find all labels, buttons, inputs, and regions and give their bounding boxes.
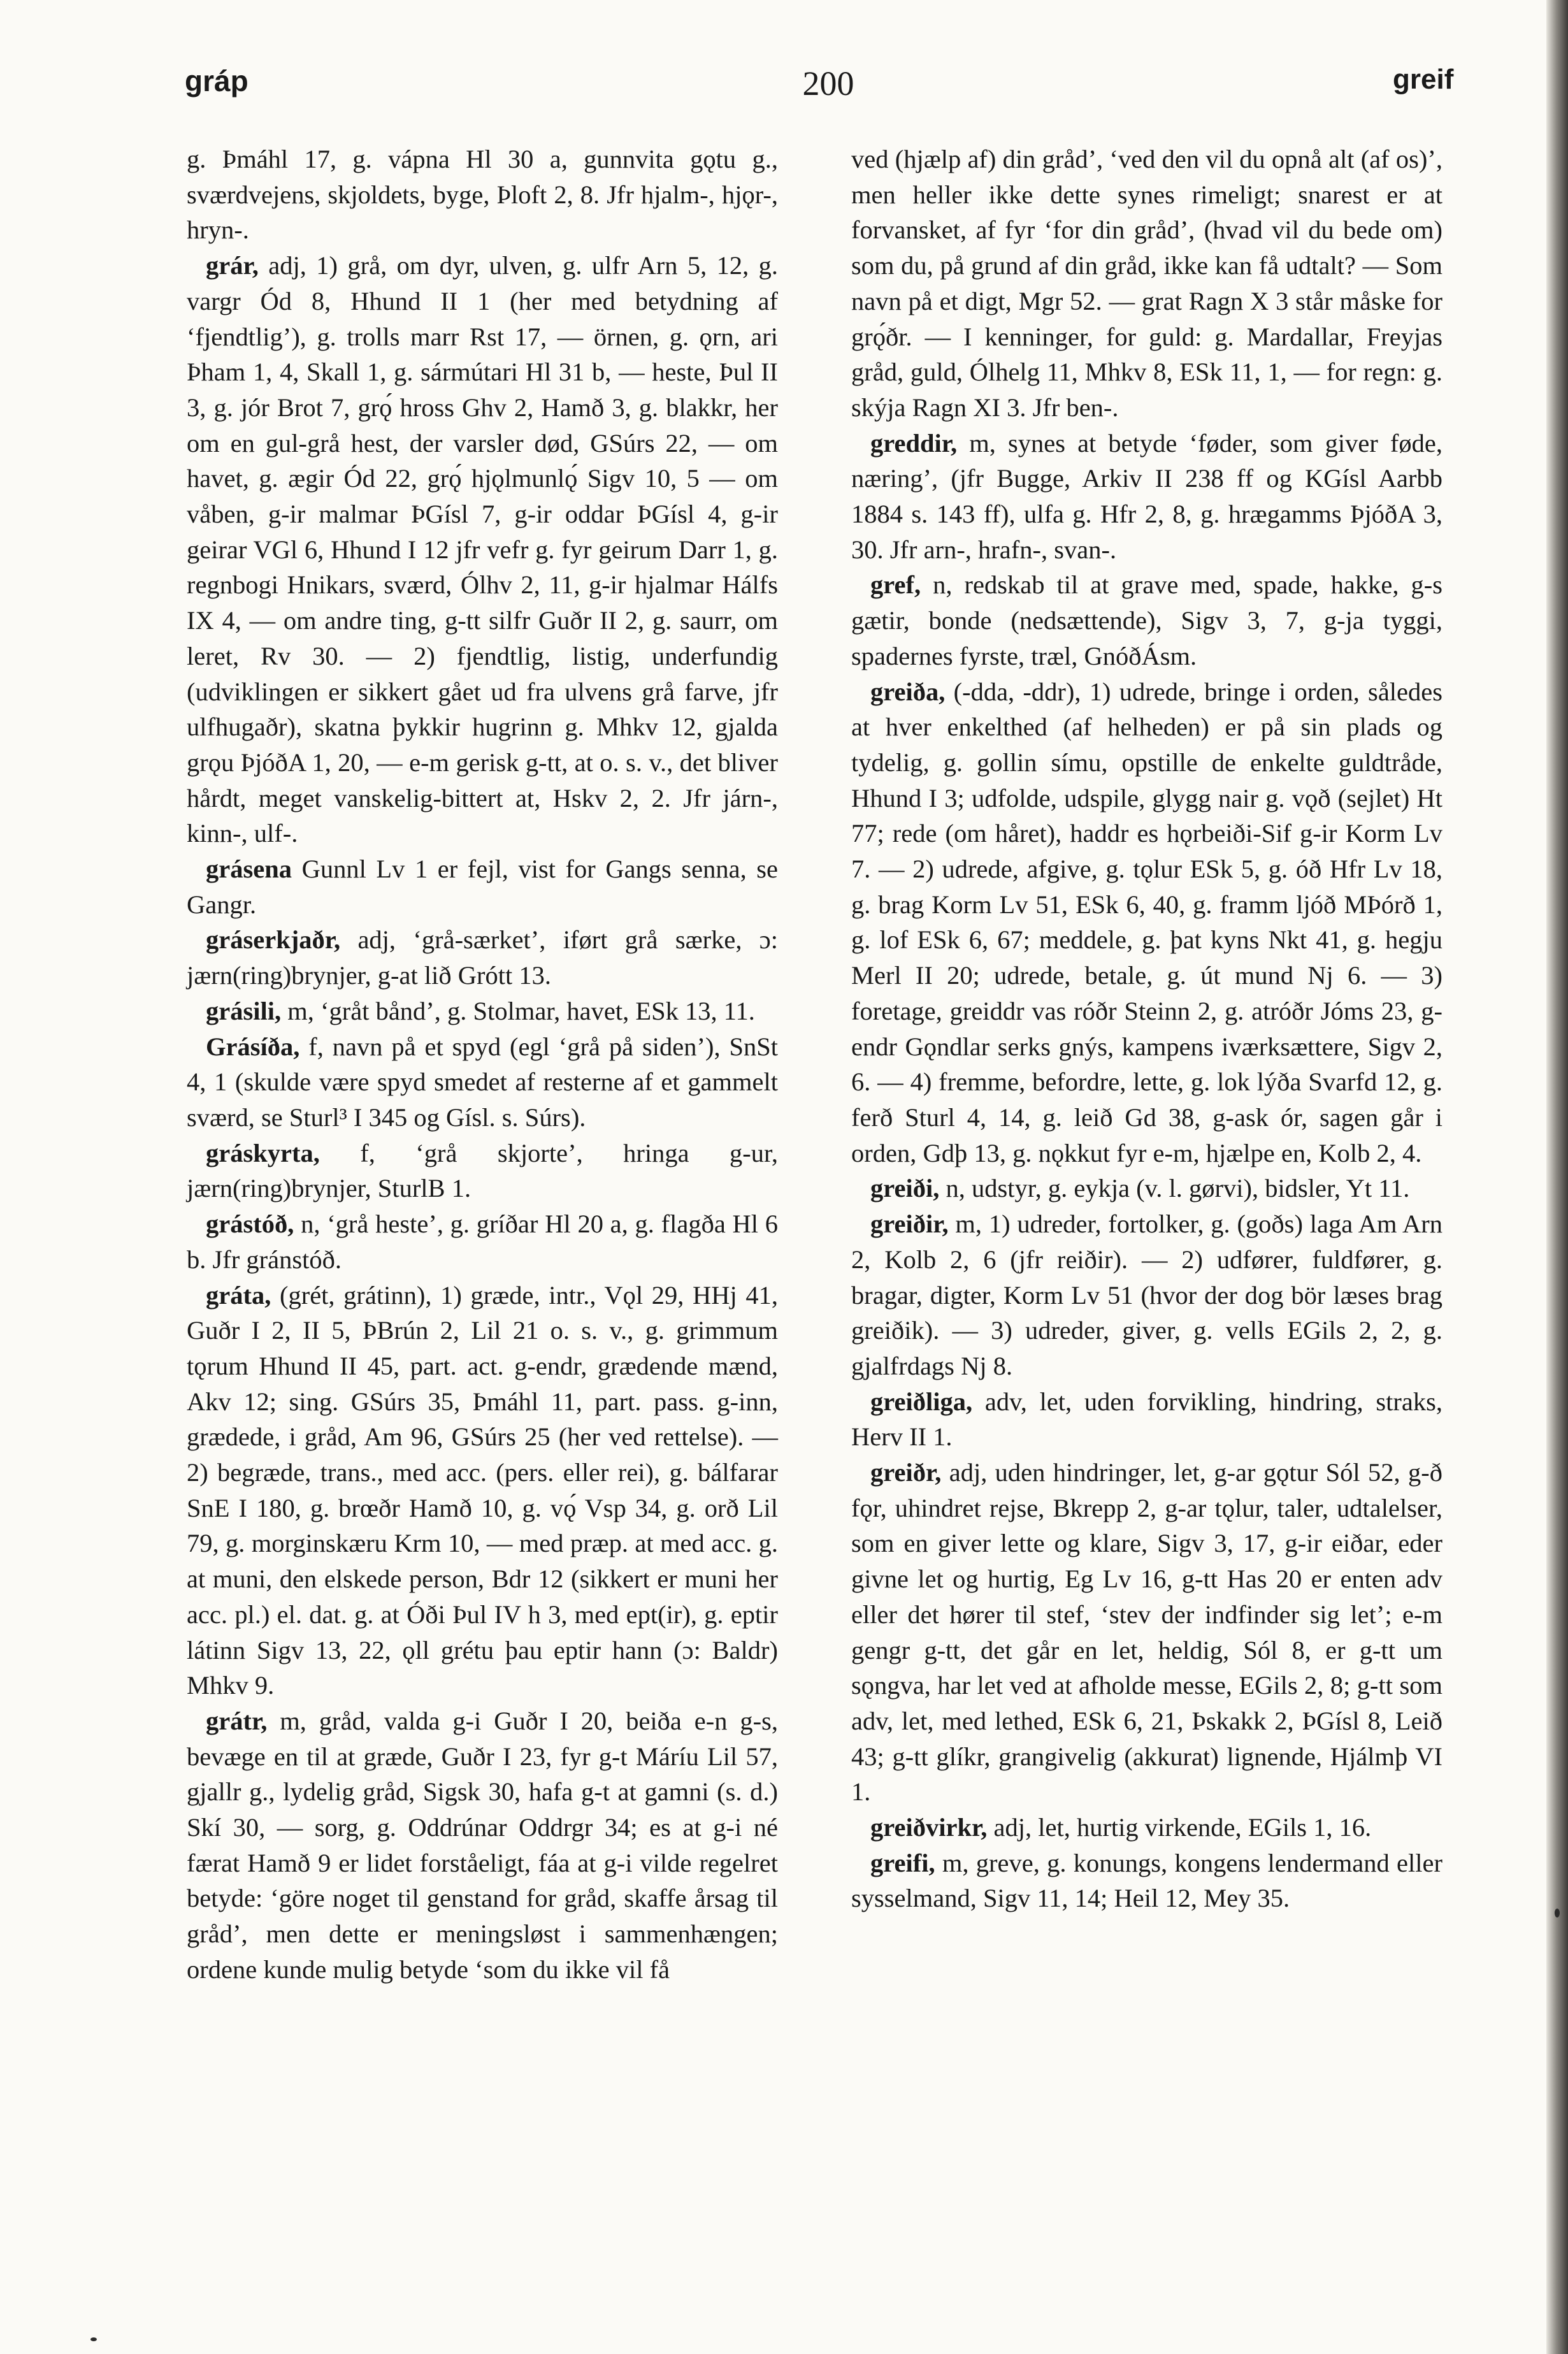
entry-definition: f, navn på et spyd (egl ‘grå på siden’), SnSt 4, 1 (skulde være spyd smedet af resterne af et gammelt sværd, se Sturl³ I 345 og Gísl. s. Súrs). [187,1032,778,1132]
dictionary-entry [187,851,778,922]
entry-headword: greiðr, [870,1458,942,1487]
dictionary-entry [187,1206,778,1277]
dictionary-column-right [851,141,1442,1916]
entry-headword: grár, [206,251,259,280]
entry-headword: gráskyrta, [206,1138,320,1167]
dictionary-entry [851,1206,1442,1384]
entry-headword: grátr, [206,1706,268,1735]
dictionary-entry [851,674,1442,1171]
entry-definition: adv, let, uden forvikling, hindring, straks, Herv II 1. [851,1387,1442,1452]
entry-continuation [851,141,1442,426]
entry-headword: greiði, [870,1174,940,1203]
entry-headword: gref, [870,570,921,600]
dictionary-entry [187,993,778,1029]
page-number: 200 [802,64,854,103]
entry-headword: greddir, [870,428,958,458]
entry-definition: adj, let, hurtig virkende, EGils 1, 16. [993,1813,1372,1842]
dictionary-column-left [187,141,778,1988]
entry-headword: greifi, [870,1848,935,1877]
scan-page-edge [1546,0,1568,2354]
entry-definition: (grét, grátinn), 1) græde, intr., Vǫl 29, HHj 41, Guðr I 2, II 5, ÞBrún 2, Lil 21 o. s. v., g. grimmum tǫrum Hhund II 45, part. act. g-endr, grædende mænd, Akv 12; sing. GSúrs 35, Þmáhl 11, part. pass. g-inn, grædede, i gråd, Am 96, GSúrs 25 (her ved rettelse). — 2) begræde, trans., med acc. (pers. eller rei), g. bálfarar SnE I 180, g. brœðr Hamð 10, g. vǫ́ Vsp 34, g. orð Lil 79, g. morginskæru Krm 10, — med præp. at med acc. g. at muni, den elskede person, Bdr 12 (sikkert er muni her acc. pl.) el. dat. g. at Óði Þul IV h 3, med ept(ir), g. eptir látinn Sigv 13, 22, ǫll grétu þau eptir hann (ɔ: Baldr) Mhkv 9. [187,1280,778,1700]
entry-definition: m, ‘gråt bånd’, g. Stolmar, havet, ESk 13, 11. [287,996,755,1025]
entry-definition: ved (hjælp af) din gråd’, ‘ved den vil du opnå alt (af os)’, men heller ikke dette synes rimeligt; snarest er at forvansket, af fyr ‘for din gråd’, (hvad vil du bede om) som du, på grund af din gråd, ikke kan få udtalt? — Som navn på et digt, Mgr 52. — grat Ragn X 3 står måske for grǫ́ðr. — I kenninger, for guld: g. Mardallar, Freyjas gråd, guld, Ólhelg 11, Mhkv 8, ESk 11, 1, — for regn: g. skýja Ragn XI 3. Jfr ben-. [851,145,1442,422]
entry-definition: g. Þmáhl 17, g. vápna Hl 30 a, gunnvita gǫtu g., sværdvejens, skjoldets, byge, Þloft 2, 8. Jfr hjalm-, hjǫr-, hryn-. [187,145,778,245]
entry-headword: grástóð, [206,1209,294,1239]
dictionary-entry [851,1171,1442,1206]
dictionary-entry [851,426,1442,568]
entry-definition: n, ‘grå heste’, g. gríðar Hl 20 a, g. flagða Hl 6 b. Jfr gránstóð. [187,1209,778,1274]
entry-headword: greiðvirkr, [870,1813,988,1842]
dictionary-entry [851,1810,1442,1845]
dictionary-entry [187,1136,778,1206]
guide-word-right: greif [1393,64,1454,95]
guide-word-left: gráp [185,64,248,97]
dictionary-entry [851,1455,1442,1810]
entry-definition: m, greve, g. konungs, kongens lendermand eller sysselmand, Sigv 11, 14; Heil 12, Mey 35. [851,1848,1442,1913]
entry-definition: n, redskab til at grave med, spade, hakke, g-s gætir, bonde (nedsættende), Sigv 3, 7, g-ja tyggi, spadernes fyrste, træl, GnóðÁsm. [851,570,1442,670]
dictionary-entry [851,567,1442,674]
entry-definition: m, 1) udreder, fortolker, g. (goðs) laga Am Arn 2, Kolb 2, 6 (jfr reiðir). — 2) udfører, fuldfører, g. bragar, digter, Korm Lv 51 (hvor der dog bör læses brag greiðik). — 3) udreder, giver, g. vells EGils 2, 2, g. gjalfrdags Nj 8. [851,1209,1442,1380]
dictionary-entry [187,922,778,993]
entry-definition: Gunnl Lv 1 er fejl, vist for Gangs senna, se Gangr. [187,855,779,919]
entry-headword: greiðir, [870,1209,949,1239]
dictionary-entry [187,1703,778,1988]
entry-definition: f, ‘grå skjorte’, hringa g-ur, jærn(ring)brynjer, SturlB 1. [187,1138,779,1203]
entry-definition: adj, 1) grå, om dyr, ulven, g. ulfr Arn 5, 12, g. vargr Ód 8, Hhund II 1 (her med betydning af ‘fjendtlig’), g. trolls marr Rst 17, — örnen, g. ǫrn, ari Þham 1, 4, Skall 1, g. sármútari Hl 31 b, — heste, Þul II 3, g. jór Brot 7, grǫ́ hross Ghv 2, Hamð 3, g. blakkr, her om en gul-grå hest, der varsler død, GSúrs 22, — om havet, g. ægir Ód 22, grǫ́ hjǫlmunlǫ́ Sigv 10, 5 — om våben, g-ir malmar ÞGísl 7, g-ir oddar ÞGísl 4, g-ir geirar VGl 6, Hhund I 12 jfr vefr g. fyr geirum Darr 1, g. regnbogi Hnikars, sværd, Ólhv 2, 11, g-ir hjalmar Hálfs IX 4, — om andre ting, g-tt silfr Guðr II 2, g. saurr, om leret, Rv 30. — 2) fjendtlig, listig, underfundig (udviklingen er sikkert gået ud fra ulvens grå farve, jfr ulfhugaðr), skatna þykkir hugrinn g. Mhkv 12, gjalda grǫu ÞjóðA 1, 20, — e-m gerisk g-tt, at o. s. v., det bliver hårdt, meget vanskelig-bittert at, Hskv 2, 2. Jfr járn-, kinn-, ulf-. [187,251,779,848]
entry-definition: m, synes at betyde ‘føder, som giver føde, næring’, (jfr Bugge, Arkiv II 238 ff og KGísl Aarbb 1884 s. 143 ff), ulfa g. Hfr 2, 8, g. hrægamms ÞjóðA 3, 30. Jfr arn-, hrafn-, svan-. [851,428,1443,564]
entry-headword: gráta, [206,1280,271,1310]
entry-continuation [187,141,778,248]
scan-speck [1555,1909,1560,1917]
dictionary-entry [187,1278,778,1703]
entry-headword: grásili, [206,996,282,1025]
entry-definition: n, udstyr, g. eykja (v. l. gørvi), bidsler, Yt 11. [946,1174,1410,1203]
entry-definition: adj, uden hindringer, let, g-ar gǫtur Sól 52, g-ð fǫr, uhindret rejse, Bkrepp 2, g-ar tǫlur, taler, udtalelser, som en giver lette og klare, Sigv 3, 17, g-ir eiðar, eder givne let og hurtig, Eg Lv 16, g-tt Has 20 er enten adv eller det hører til stef, ‘stev der indfinder sig let’; e-m gengr g-tt, det går en let, heldig, Sól 8, er g-tt um sǫngva, har let ved at afholde messe, EGils 2, 8; g-tt som adv, let, med lethed, ESk 6, 21, Þskakk 2, ÞGísl 8, Leið 43; g-tt glíkr, grangivelig (akkurat) lignende, Hjálmþ VI 1. [851,1458,1443,1807]
entry-definition: adj, ‘grå-særket’, iført grå særke, ɔ: jærn(ring)brynjer, g-at lið Grótt 13. [187,925,779,990]
dictionary-entry [851,1384,1442,1455]
dictionary-entry [187,248,778,851]
entry-headword: Grásíða, [206,1032,300,1061]
entry-definition: m, gråd, valda g-i Guðr I 20, beiða e-n g-s, bevæge en til at græde, Guðr I 23, fyr g-t Máríu Lil 57, gjallr g., lydelig gråd, Sigsk 30, hafa g-t at gamni (s. d.) Skí 30, — sorg, g. Oddrúnar Oddrgr 34; es at g-i né færat Hamð 9 er lidet forståeligt, fáa at g-i vilde regelret betyde: ‘göre noget til genstand for gråd, skaffe årsag til gråd’, men dette er meningsløst i sammenhængen; ordene kunde mulig betyde ‘som du ikke vil få [187,1706,779,1984]
entry-headword: greiða, [870,677,946,706]
entry-headword: greiðliga, [870,1387,973,1416]
entry-headword: grásena [206,855,292,884]
entry-definition: (-dda, -ddr), 1) udrede, bringe i orden, således at hver enkelthed (af helheden) er på sin plads og tydelig, g. gollin símu, opstille de enkelte guldtråde, Hhund I 3; udfolde, udspile, glygg nair g. vǫð (sejlet) Ht 77; rede (om håret), haddr es hǫrbeiði-Sif g-ir Korm Lv 7. — 2) udrede, afgive, g. tǫlur ESk 5, g. óð Hfr Lv 18, g. brag Korm Lv 51, ESk 6, 40, g. framm ljóð MÞórð 1, g. lof ESk 6, 67; meddele, g. þat kyns Nkt 41, g. hegju Merl II 20; udrede, betale, g. út mund Nj 6. — 3) foretage, greiddr vas róðr Steinn 2, g. atróðr Jóms 23, g-endr Gǫndlar serks gnýs, kampens iværksættere, Sigv 2, 6. — 4) fremme, befordre, lette, g. lok lýða Svarfd 12, g. ferð Sturl 4, 14, g. leið Gd 38, g-ask ór, sagen går i orden, Gdþ 13, g. nǫkkut fyr e-m, hjælpe en, Kolb 2, 4. [851,677,1443,1167]
dictionary-entry [851,1845,1442,1916]
entry-headword: gráserkjaðr, [206,925,341,955]
dictionary-entry [187,1029,778,1136]
scan-speck [90,2337,97,2341]
